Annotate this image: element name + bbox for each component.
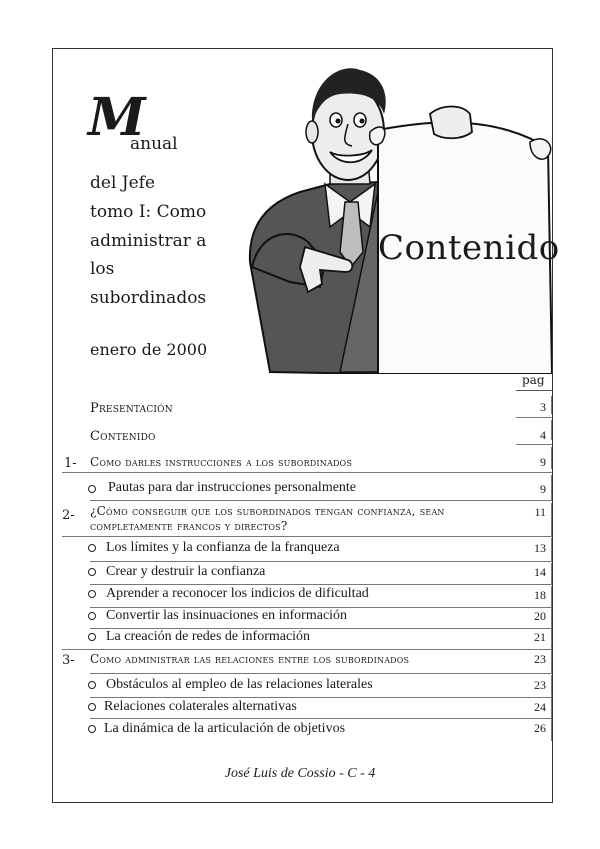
toc-entry: Presentación	[90, 401, 173, 416]
toc-page: 9	[540, 455, 546, 469]
divider	[62, 472, 552, 473]
toc-page: 18	[534, 588, 546, 602]
divider	[90, 500, 552, 501]
toc-entry: La creación de redes de información	[106, 629, 311, 644]
divider	[516, 417, 552, 418]
toc-page: 24	[534, 700, 546, 714]
divider	[551, 698, 552, 718]
divider	[90, 561, 552, 562]
section-number: 1-	[64, 456, 77, 471]
toc-entry: Convertir las insinuaciones en información	[106, 608, 348, 623]
bullet-icon	[88, 544, 96, 552]
bullet-icon	[88, 703, 96, 711]
title-line-5: los	[90, 259, 115, 279]
toc-entry-continued: completamente francos y directos?	[90, 519, 288, 533]
toc-entry: Aprender a reconocer los indicios de dificultad	[106, 586, 369, 601]
bullet-icon	[88, 590, 96, 598]
title-initial: M	[88, 87, 144, 148]
toc-page: 26	[534, 721, 546, 735]
page-column-header: pag	[522, 373, 545, 387]
toc-page: 21	[534, 630, 546, 644]
divider	[551, 563, 552, 585]
toc-entry: La dinámica de la articulación de objetivos	[104, 721, 346, 736]
toc-entry: Relaciones colaterales alternativas	[104, 699, 297, 714]
divider	[551, 650, 552, 674]
divider	[551, 629, 552, 649]
date: enero de 2000	[90, 340, 208, 359]
section-number: 2-	[62, 508, 75, 523]
divider	[551, 447, 552, 469]
toc-page: 3	[540, 400, 546, 414]
toc-page: 11	[534, 505, 546, 519]
toc-page: 20	[534, 609, 546, 623]
bullet-icon	[88, 725, 96, 733]
divider	[90, 673, 552, 674]
toc-page: 23	[534, 652, 546, 666]
bullet-icon	[88, 485, 96, 493]
divider	[551, 396, 552, 414]
divider	[90, 584, 552, 585]
scroll-title: Contenido	[378, 228, 560, 268]
bullet-icon	[88, 612, 96, 620]
toc-page: 23	[534, 678, 546, 692]
toc-entry: Como administrar las relaciones entre los subordinados	[90, 652, 410, 666]
divider	[551, 586, 552, 608]
title-line-3: tomo I: Como	[90, 202, 207, 222]
divider	[551, 538, 552, 562]
bullet-icon	[88, 568, 96, 576]
divider	[551, 475, 552, 501]
title-line-6: subordinados	[90, 288, 207, 308]
author-footer: José Luis de Cossio - C - 4	[224, 766, 376, 781]
toc-entry: Obstáculos al empleo de las relaciones laterales	[106, 677, 373, 692]
toc-entry: Contenido	[90, 429, 156, 444]
divider	[516, 444, 552, 445]
divider	[551, 675, 552, 697]
toc-entry: Crear y destruir la confianza	[106, 564, 266, 579]
divider	[90, 718, 552, 719]
toc-page: 4	[540, 428, 546, 442]
divider	[90, 697, 552, 698]
divider	[551, 420, 552, 440]
toc-entry: ¿Cómo conseguir que los subordinados tengan confianza, sean	[90, 504, 445, 518]
divider	[62, 536, 552, 537]
title-line-1: anual	[130, 134, 178, 154]
section-number: 3-	[62, 653, 75, 668]
divider	[551, 503, 552, 537]
toc-entry: Como darles instrucciones a los subordinados	[90, 455, 352, 469]
businessman-illustration	[230, 52, 552, 374]
title-line-4: administrar a	[90, 231, 207, 251]
page-column-rule	[516, 390, 552, 391]
bullet-icon	[88, 633, 96, 641]
title-line-2: del Jefe	[90, 173, 156, 193]
toc-entry: Pautas para dar instrucciones personalmente	[108, 480, 357, 495]
toc-page: 9	[540, 482, 546, 496]
divider	[551, 719, 552, 741]
bullet-icon	[88, 681, 96, 689]
divider	[551, 608, 552, 628]
toc-page: 13	[534, 541, 546, 555]
divider	[62, 649, 552, 650]
toc-page: 14	[534, 565, 546, 579]
toc-entry: Los límites y la confianza de la franqueza	[106, 540, 340, 555]
